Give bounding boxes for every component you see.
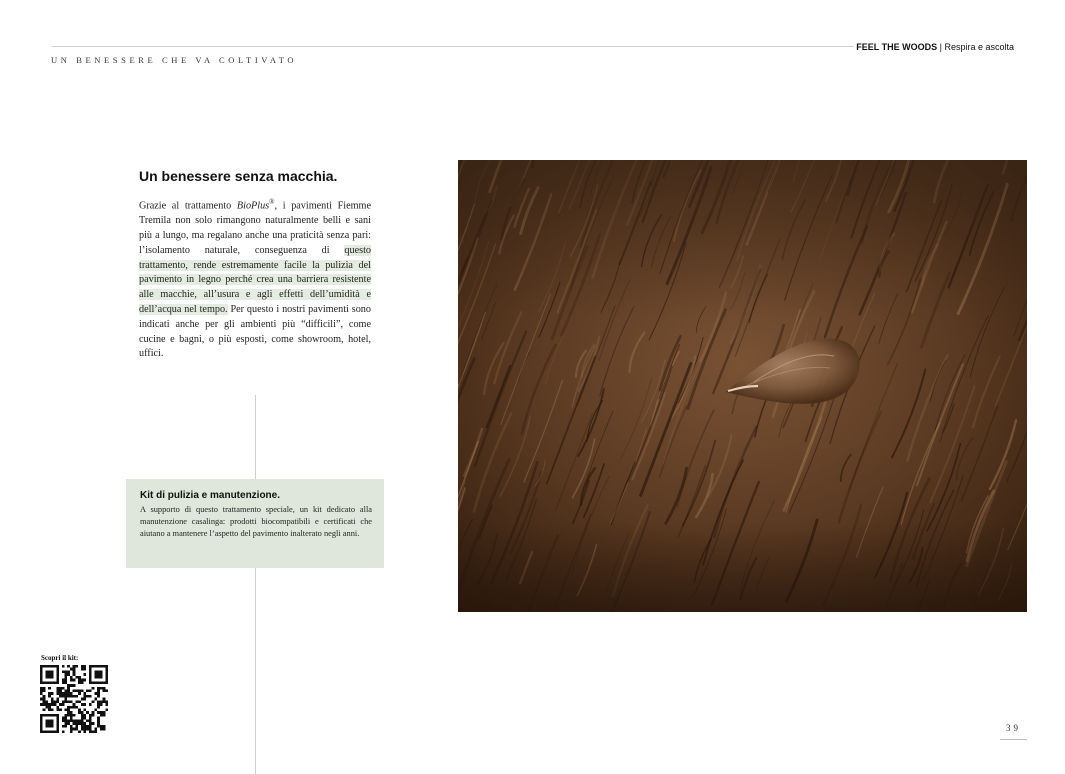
article-title: Un benessere senza macchia. [139, 168, 338, 184]
wood-grain-illustration [458, 160, 1027, 612]
brand-name: FEEL THE WOODS [856, 42, 938, 52]
wood-droplet-photo [458, 160, 1027, 612]
body-mid: , i pavimenti Fiemme Tremila non solo rimangono naturalmente belli e sani più a lungo, ma regalano anche una praticità senza pari: l’isolamento naturale, conseguenza di [139, 200, 371, 256]
bioplus-brand: BioPlus [236, 200, 270, 212]
header-rule [52, 46, 854, 47]
page-number-rule [1000, 739, 1027, 740]
body-highlight: questo trattamento, rende estremamente facile la pulizia del pavimento in legno perché crea una barriera resistente alle macchie, all’usura e agli effetti dell’umidità e dell’acqua nel tempo. [139, 244, 371, 315]
vertical-divider [255, 395, 256, 774]
page-number: 39 [1006, 723, 1021, 733]
body-tail: Per questo i nostri pavimenti sono indicati anche per gli ambienti più “difficili”, come cucine e bagni, o più esposti, come showroom, hotel, uffici. [139, 303, 371, 360]
section-kicker: UN BENESSERE CHE VA COLTIVATO [51, 55, 298, 65]
body-lead: Grazie al trattamento [139, 200, 237, 212]
kit-title: Kit di pulizia e manutenzione. [140, 490, 281, 501]
qr-code[interactable] [40, 665, 108, 733]
article-body [139, 195, 371, 362]
brand-separator: | [937, 42, 945, 52]
kit-text: A supporto di questo trattamento speciale, un kit dedicato alla manutenzione casalinga: prodotti biocompatibili e certificati che aiutano a mantenere l’aspetto del pavimento inalterato negli anni. [140, 505, 372, 538]
kit-callout [126, 479, 384, 568]
qr-label: Scopri il kit: [41, 654, 79, 662]
registered-mark: ® [269, 198, 275, 206]
brand-header [856, 42, 1014, 52]
brand-tagline: Respira e ascolta [944, 42, 1014, 52]
